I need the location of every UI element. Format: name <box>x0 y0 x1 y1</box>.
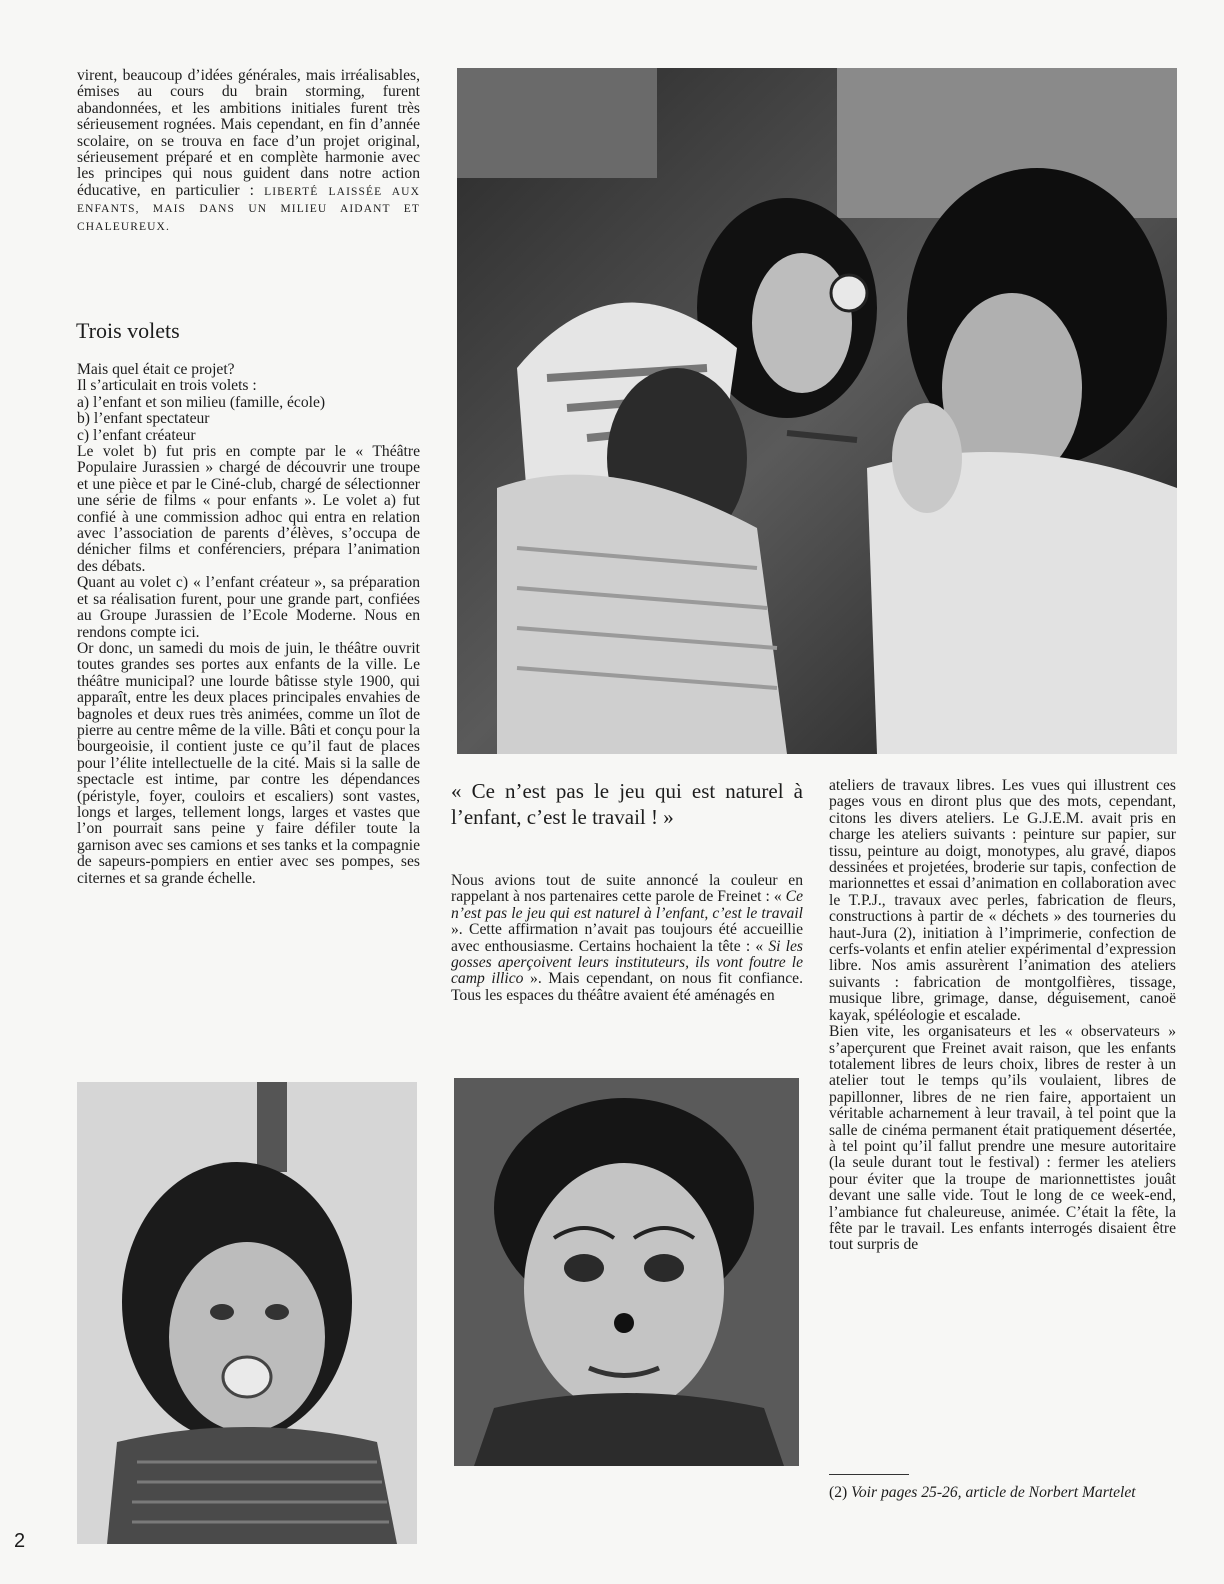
column1-body: Le volet b) fut pris en compte par le « Théâtre Populaire Jurassien » chargé de découvrir une troupe et une pièce et par le Ciné-club, chargé de sélectionner une série de films « pour enfants ». Le volet a) fut confié à une commission adhoc qui entra en relation avec l’association de parents d’élèves, s’occupa de dénicher films et conférenciers, prépara l’animation des débats. Quant au volet c) « l’enfant créateur », sa préparation et sa réalisation furent, pour une grande part, confiées au Groupe Jurassien de l’Ecole Moderne. Nous en rendons compte ici. Or donc, un samedi du mois de juin, le théâtre ouvrit toutes grandes ses portes aux enfants de la ville. Le théâtre municipal? une lourde bâtisse style 1900, qui apparaît, entre les deux places principales envahies de bagnoles et deux rues très animées, comme un îlot de pierre au centre même de la ville. Bâti et conçu pour la bourgeoisie, il contient juste ce qu’il faut de places pour l’élite intellectuelle de la cité. Mais si la salle de spectacle est intime, par contre les dépendances (péristyle, foyer, couloirs et escaliers) sont vastes, longs et larges, tellement longs, larges et vastes que l’on pourrait sans peine y faire défiler toute la garnison avec ses camions et ses tanks et la compagnie de sapeurs-pompiers en entier avec ses pompes, ses citernes et sa grande échelle. <box>77 443 420 887</box>
footnote-text: Voir pages 25-26, article de Norbert Martelet <box>851 1484 1136 1501</box>
column2-italic-1: Ce n’est pas le jeu qui est naturel à l’enfant, c’est le travail <box>451 888 803 922</box>
column1-intro: Mais quel était ce projet? Il s’articulait en trois volets : a) l’enfant et son milieu (famille, école) b) l’enfant spectateur c) l’enfant créateur <box>77 361 326 444</box>
column1-top-paragraph <box>77 68 420 235</box>
page-number: 2 <box>14 1530 26 1552</box>
photo-face-painting <box>457 68 1177 754</box>
footnote <box>829 1484 1176 1501</box>
footnote-number: (2) <box>829 1484 848 1501</box>
column2-italic-2: Si les gosses aperçoivent leurs instituteurs, ils vont foutre le camp illico <box>451 937 804 988</box>
column1-main <box>77 362 420 887</box>
column2-text-3: ». Mais cependant, on nous fit confiance. Tous les espaces du théâtre avaient été aménagés en <box>451 970 803 1004</box>
column1-top-text: virent, beaucoup d’idées générales, mais irréalisables, émises au cours du brain storming, furent abandonnées, et les ambitions initiales furent très sérieusement rognées. Mais cependant, en fin d’année scolaire, on se trouva en face d’un projet original, sérieusement préparé et en complète harmonie avec les principes qui nous guident dans notre action éducative, en particulier : <box>77 67 420 199</box>
column2-text-1: Nous avions tout de suite annoncé la couleur en rappelant à nos partenaires cette parole de Freinet : « <box>451 872 803 906</box>
column2-text-2: ». Cette affirmation n’avait pas toujours été accueillie avec enthousiasme. Certains hochaient la tête : « <box>451 921 803 955</box>
column3-body: ateliers de travaux libres. Les vues qui illustrent ces pages vous en diront plus que des mots, cependant, citons les divers ateliers. Le G.J.E.M. avait pris en charge les ateliers suivants : peinture sur papier, sur tissu, peinture au doigt, monotypes, alu gravé, diapos dessinées et projetées, broderie sur tapis, confection de marionnettes et essai d’animation en collaboration avec le T.P.J., travaux avec perles, fabrication de fleurs, constructions à partir de « déchets » des tourneries du haut-Jura (2), initiation à l’imprimerie, confection de cerfs-volants et enfin atelier expérimental d’expression libre. Nos amis assurèrent l’animation des ateliers suivants : fabrication de montgolfières, tissage, musique libre, grimage, danse, déguisement, canoë kayak, spéléologie et escalade. Bien vite, les organisateurs et les « observateurs » s’aperçurent que Freinet avait raison, que les enfants totalement libres de leurs choix, libres de rester à un atelier tout le temps qu’ils voulaient, libres de papillonner, libres de ne rien faire, apportaient un véritable acharnement à leur travail, à tel point que la salle de cinéma permanent était pratiquement désertée, à tel point qu’il fallut prendre une mesure autoritaire (la seule durant tout le festival) : fermer les ateliers pour éviter que la troupe de marionnettistes jouât devant une salle vide. Tout le long de ce week-end, l’ambiance fut chaleureuse, animée. C’était la fête, la fête par le travail. Les enfants interrogés disaient être tout surpris de <box>829 777 1176 1254</box>
quote-heading: « Ce n’est pas le jeu qui est naturel à l’enfant, c’est le travail ! » <box>451 779 803 829</box>
column2-body <box>451 873 803 1004</box>
footnote-divider <box>829 1474 909 1475</box>
column1-smallcaps-text: LIBERTÉ LAISSÉE AUX ENFANTS, MAIS DANS UN MILIEU AIDANT ET CHALEUREUX. <box>77 185 420 233</box>
photo-child-clown <box>454 1078 799 1466</box>
section-heading: Trois volets <box>76 318 180 343</box>
photo-child-left <box>77 1082 417 1544</box>
